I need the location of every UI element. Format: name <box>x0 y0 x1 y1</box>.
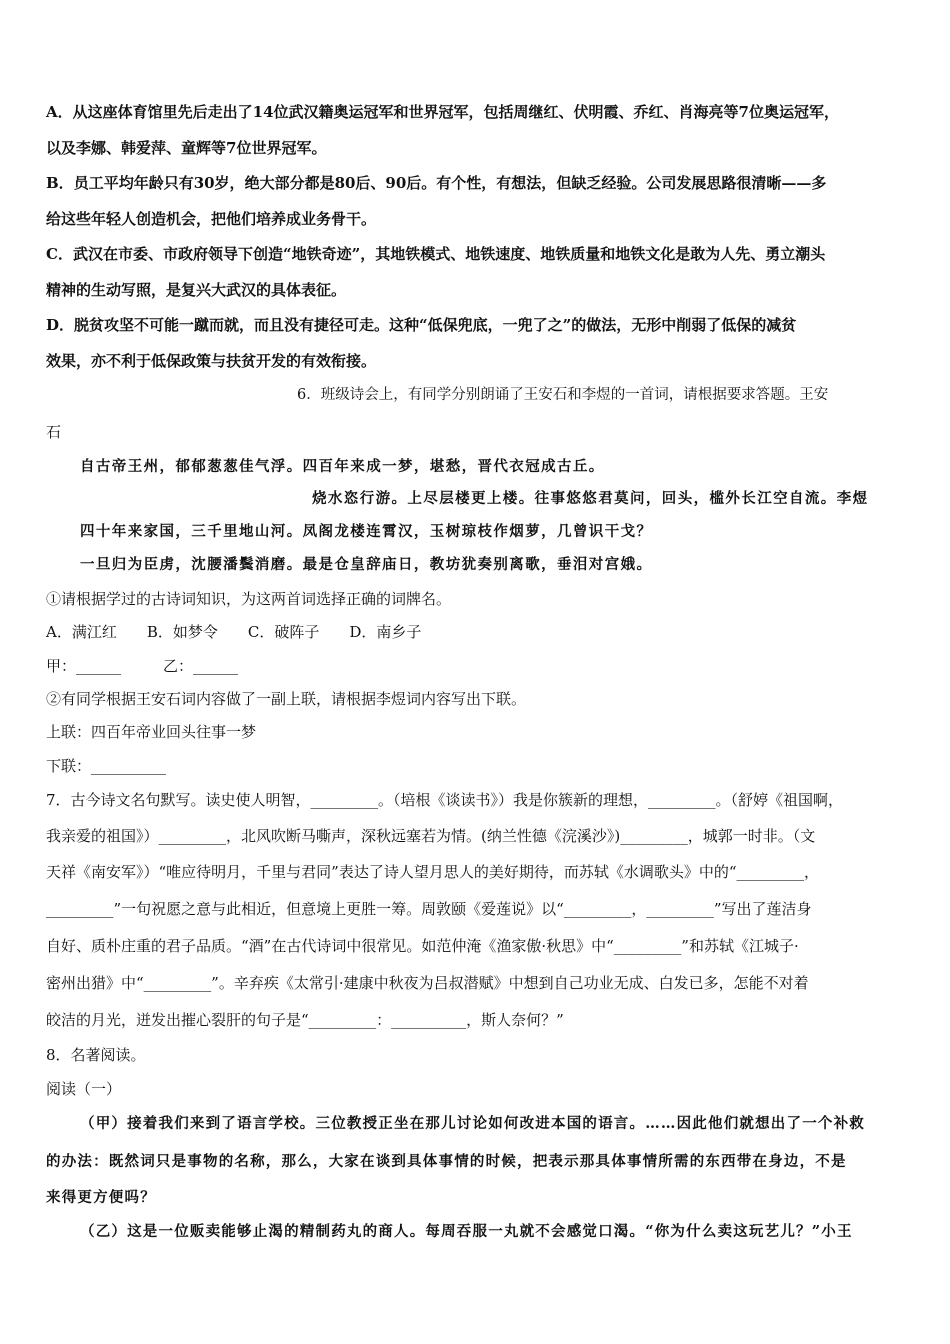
xialian: 下联：__________ <box>46 757 167 775</box>
q7-line-6: 密州出猎》中“_________”。辛弃疾《太常引·建康中秋夜为吕叔潜赋》中想到自己功业无成、白发已多，怎能不对着 <box>46 974 809 992</box>
option-d-line1 <box>46 314 796 336</box>
q6-heading-cont: 石 <box>46 423 62 441</box>
poem-line-3: 四十年来家国，三千里地山河。凤阁龙楼连霄汉，玉树琼枝作烟萝，几曾识干戈？ <box>80 523 653 540</box>
option-b-text: 员工平均年龄只有30岁，绝大部分都是80后、90后。有个性，有想法，但缺乏经验。公司发展思路很清晰——多 <box>73 174 827 192</box>
q6-sub-1: ①请根据学过的古诗词知识，为这两首词选择正确的词牌名。 <box>46 590 452 608</box>
q6-options <box>46 621 451 643</box>
option-b-label: B． <box>46 174 74 192</box>
option-a-label: A． <box>46 103 73 121</box>
option-c-label: C． <box>46 245 73 263</box>
option-pozhenzi: C．破阵子 <box>247 623 320 641</box>
option-nanxiangzi: D．南乡子 <box>349 623 422 641</box>
answer-jia: 甲：______ <box>46 657 122 675</box>
q7-line-3: 天祥《南安军》）“唯应待明月，千里与君同”表达了诗人望月思人的美好期待，而苏轼《水调歌头》中的“_________， <box>46 863 820 881</box>
poem-line-4: 一旦归为臣虏，沈腰潘鬓消磨。最是仓皇辞庙日，教坊犹奏别离歌，垂泪对宫娥。 <box>80 556 653 573</box>
option-a-line2: 以及李娜、韩爱萍、童辉等7位世界冠军。 <box>46 139 327 157</box>
option-c-line2: 精神的生动写照，是复兴大武汉的具体表征。 <box>46 281 347 299</box>
q8-heading: 8．名著阅读。 <box>46 1046 146 1064</box>
q7-line-7: 皎洁的月光，迸发出摧心裂肝的句子是“_________：__________，斯人奈何？” <box>46 1011 564 1029</box>
option-a-text: 从这座体育馆里先后走出了14位武汉籍奥运冠军和世界冠军，包括周继红、伏明霞、乔红、肖海亮等7位奥运冠军， <box>72 103 839 121</box>
poem-line-2: 烧水恣行游。上尽层楼更上楼。往事悠悠君莫问，回头，槛外长江空自流。李煜 <box>312 490 869 507</box>
poem-line-1: 自古帝王州，郁郁葱葱佳气浮。四百年来成一梦，堪愁，晋代衣冠成古丘。 <box>80 458 605 475</box>
passage-jia-line-3: 来得更方便吗？ <box>46 1189 156 1206</box>
option-b-line1 <box>46 172 826 194</box>
option-a-line1 <box>46 101 839 123</box>
option-manjianghong: A．满江红 <box>46 623 117 641</box>
q7-line-2: 我亲爱的祖国》）_________，北风吹断马嘶声，深秋远塞若为情。(纳兰性德《浣溪沙》)_________，城郭一时非。（文 <box>46 827 816 845</box>
q6-sub-2: ②有同学根据王安石词内容做了一副上联，请根据李煜词内容写出下联。 <box>46 690 527 708</box>
passage-yi-line-1: （乙）这是一位贩卖能够止渴的精制药丸的商人。每周吞服一丸就不会感觉口渴。“你为什么卖这玩艺儿？”小王 <box>80 1223 853 1240</box>
q7-line-1: 7．古今诗文名句默写。读史使人明智，_________。（培根《谈读书》）我是你簇新的理想，_________。（舒婷《祖国啊， <box>46 791 844 809</box>
option-d-label: D． <box>46 316 75 334</box>
option-rumengling: B．如梦令 <box>146 623 218 641</box>
option-c-line1 <box>46 243 825 265</box>
q6-heading: 6．班级诗会上，有同学分别朗诵了王安石和李煜的一首词，请根据要求答题。王安 <box>297 387 829 403</box>
option-d-text: 脱贫攻坚不可能一蹴而就，而且没有捷径可走。这种“低保兜底，一兜了之”的做法，无形中削弱了低保的减贫 <box>74 316 797 334</box>
q7-line-5: 自好、质朴庄重的君子品质。“酒”在古代诗词中很常见。如范仲淹《渔家傲·秋思》中“_________”和苏轼《江城子· <box>46 937 799 955</box>
reading-one-label: 阅读（一） <box>46 1080 122 1098</box>
option-b-line2: 给这些年轻人创造机会，把他们培养成业务骨干。 <box>46 210 377 228</box>
option-c-text: 武汉在市委、市政府领导下创造“地铁奇迹”，其地铁模式、地铁速度、地铁质量和地铁文化是敢为人先、勇立潮头 <box>72 245 826 263</box>
shanglian: 上联：四百年帝业回头往事一梦 <box>46 723 257 741</box>
answer-yi: 乙：______ <box>163 657 239 675</box>
passage-jia-line-2: 的办法：既然词只是事物的名称，那么，大家在谈到具体事情的时候，把表示那具体事情所需的东西带在身边，不是 <box>46 1153 847 1170</box>
option-d-line2: 效果，亦不利于低保政策与扶贫开发的有效衔接。 <box>46 352 377 370</box>
passage-jia-line-1: （甲）接着我们来到了语言学校。三位教授正坐在那儿讨论如何改进本国的语言。……因此他们就想出了一个补救 <box>80 1115 865 1132</box>
q7-line-4: _________”一句祝愿之意与此相近，但意境上更胜一筹。周敦颐《爱莲说》以“_________，_________”写出了莲洁身 <box>46 900 812 918</box>
